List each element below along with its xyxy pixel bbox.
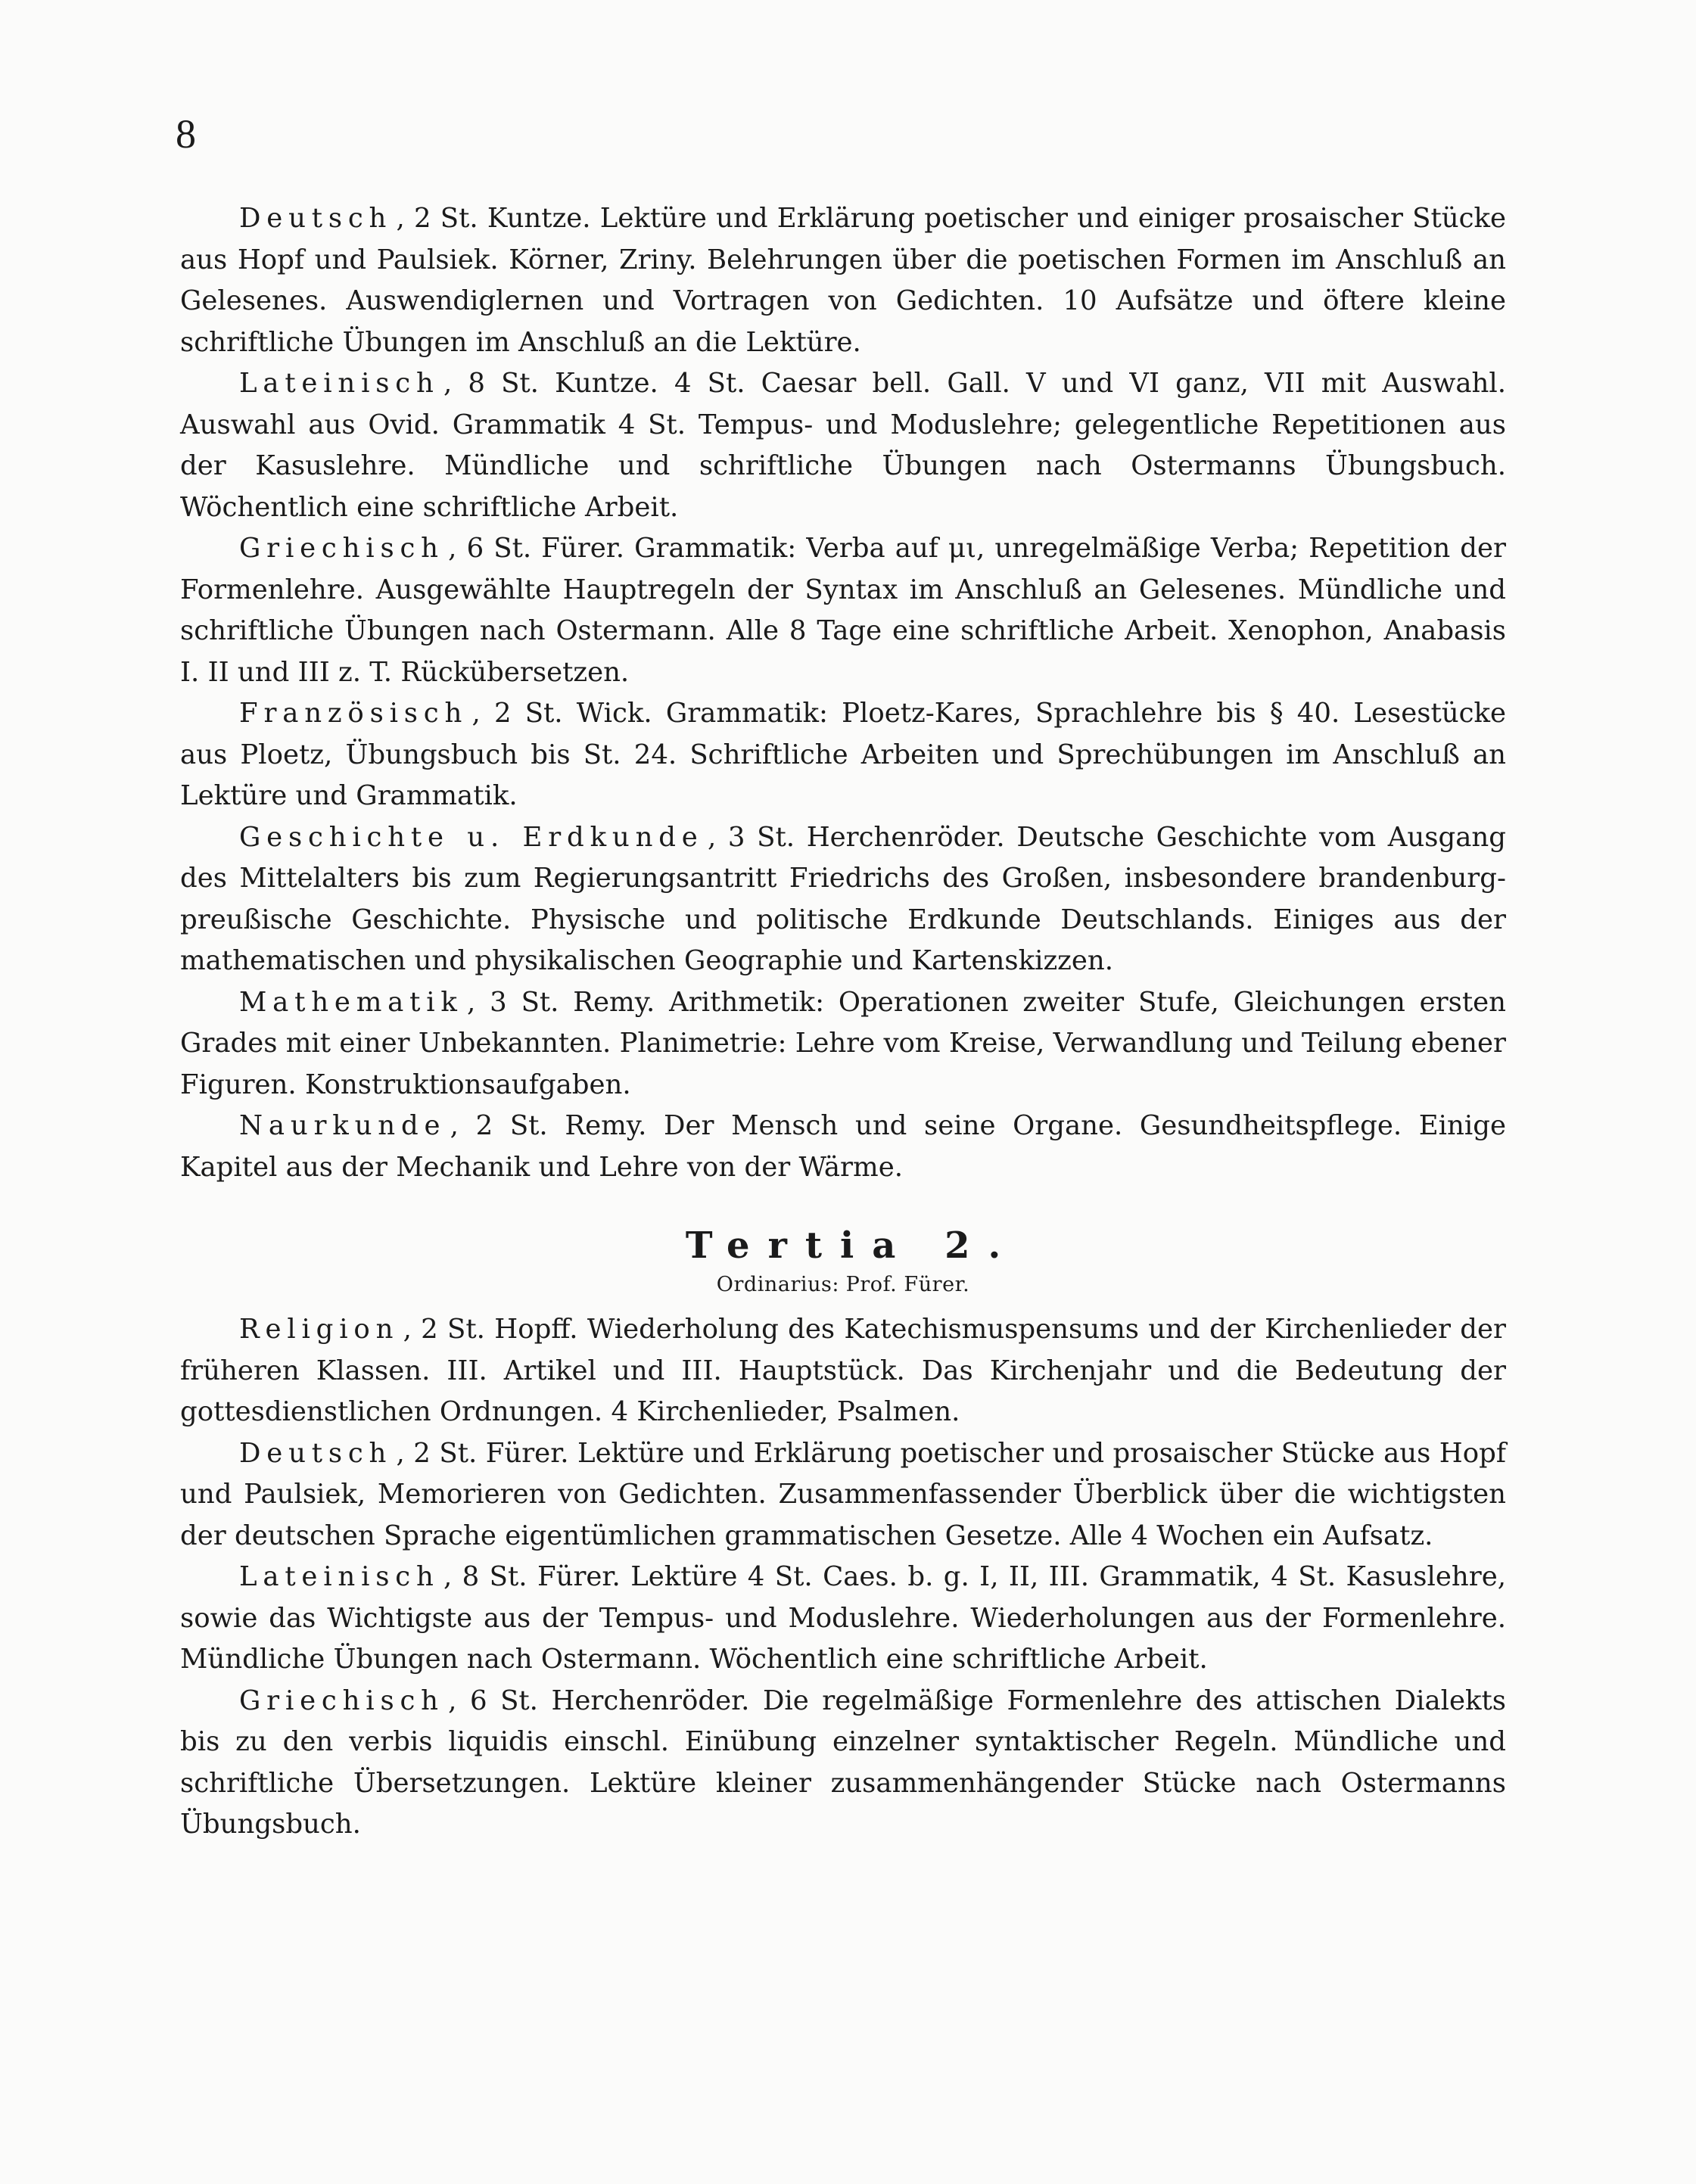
paragraph-deutsch	[180, 1433, 1506, 1557]
paragraph-naturkunde	[180, 1106, 1506, 1188]
section-heading: Tertia 2.	[685, 1224, 1019, 1267]
paragraph-griechisch	[180, 1681, 1506, 1846]
paragraph-text: , 2 St. Hopff. Wiederholung des Katechismuspensums und der Kirchenlieder der früheren Klassen. III. Artikel und III. Hauptstück. Das Kirchenjahr und die Bedeutung der gottesdienstlichen Ordnungen. 4 Kirchenlieder, Psalmen.	[180, 1314, 1506, 1427]
subject-label: Religion	[239, 1314, 400, 1345]
subject-label: Lateinisch	[239, 1561, 440, 1592]
subject-label: Griechisch	[239, 1685, 444, 1716]
paragraph-religion	[180, 1309, 1506, 1433]
paragraph-lateinisch	[180, 1557, 1506, 1681]
paragraph-text: , 3 St. Remy. Arithmetik: Operationen zweiter Stufe, Gleichungen ersten Grades mit einer Unbekannten. Planimetrie: Lehre vom Kreise, Verwandlung und Teilung ebener Figuren. Konstruktionsaufgaben.	[180, 986, 1506, 1100]
paragraph-mathematik	[180, 982, 1506, 1106]
ordinarius-name: Prof. Fürer.	[845, 1273, 970, 1296]
paragraph-geschichte	[180, 817, 1506, 982]
paragraph-text: , 3 St. Herchenröder. Deutsche Geschichte vom Ausgang des Mittelalters bis zum Regierungsantritt Friedrichs des Großen, insbesondere brandenburg-preußische Geschichte. Physische und politische Erdkunde Deutschlands. Einiges aus der mathematischen und physikalischen Geographie und Kartenskizzen.	[180, 821, 1506, 976]
paragraph-text: , 2 St. Fürer. Lektüre und Erklärung poetischer und prosaischer Stücke aus Hopf und Paulsiek, Memorieren von Gedichten. Zusammenfassender Überblick über die wichtigsten der deutschen Sprache eigentümlichen grammatischen Gesetze. Alle 4 Wochen ein Aufsatz.	[180, 1437, 1506, 1551]
paragraph-deutsch	[180, 198, 1506, 363]
paragraph-text: , 2 St. Wick. Grammatik: Ploetz-Kares, Sprachlehre bis § 40. Lesestücke aus Ploetz, Übungsbuch bis St. 24. Schriftliche Arbeiten und Sprechübungen im Anschluß an Lektüre und Grammatik.	[180, 698, 1506, 811]
subject-label: Mathematik	[239, 986, 463, 1018]
subject-label: Geschichte u. Erdkunde	[239, 821, 704, 853]
paragraph-text: , 6 St. Herchenröder. Die regelmäßige Formenlehre des attischen Dialekts bis zu den verbis liquidis einschl. Einübung einzelner syntaktischer Regeln. Mündliche und schriftliche Übersetzungen. Lektüre kleiner zusammenhängender Stücke nach Ostermanns Übungsbuch.	[180, 1685, 1506, 1840]
paragraph-text: , 2 St. Remy. Der Mensch und seine Organe. Gesundheitspflege. Einige Kapitel aus der Mechanik und Lehre von der Wärme.	[180, 1110, 1506, 1183]
subject-label: Französisch	[239, 698, 468, 729]
paragraph-text: , 6 St. Fürer. Grammatik: Verba auf μι, unregelmäßige Verba; Repetition der Formenlehre. Ausgewählte Hauptregeln der Syntax im Anschluß an Gelesenes. Mündliche und schriftliche Übungen nach Ostermann. Alle 8 Tage eine schriftliche Arbeit. Xenophon, Anabasis I. II und III z. T. Rückübersetzen.	[180, 533, 1506, 688]
paragraph-griechisch	[180, 528, 1506, 693]
subject-label: Deutsch	[239, 1437, 393, 1469]
paragraph-franzoesisch	[180, 693, 1506, 817]
paragraph-text: , 8 St. Fürer. Lektüre 4 St. Caes. b. g. I, II, III. Grammatik, 4 St. Kasuslehre, sowie das Wichtigste aus der Tempus- und Moduslehre. Wiederholungen aus der Formenlehre. Mündliche Übungen nach Ostermann. Wöchentlich eine schriftliche Arbeit.	[180, 1561, 1506, 1675]
paragraph-text: , 2 St. Kuntze. Lektüre und Erklärung poetischer und einiger prosaischer Stücke aus Hopf und Paulsiek. Körner, Zriny. Belehrungen über die poetischen Formen im Anschluß an Gelesenes. Auswendiglernen und Vortragen von Gedichten. 10 Aufsätze und öftere kleine schriftliche Übungen im Anschluß an die Lektüre.	[180, 203, 1506, 358]
subject-label: Griechisch	[239, 533, 444, 564]
subject-label: Deutsch	[239, 203, 393, 234]
subject-label: Lateinisch	[239, 368, 440, 399]
paragraph-text: , 8 St. Kuntze. 4 St. Caesar bell. Gall. V und VI ganz, VII mit Auswahl. Auswahl aus Ovid. Grammatik 4 St. Tempus- und Moduslehre; gelegentliche Repetitionen aus der Kasuslehre. Mündliche und schriftliche Übungen nach Ostermanns Übungsbuch. Wöchentlich eine schriftliche Arbeit.	[180, 368, 1506, 523]
ordinarius-line	[180, 1268, 1506, 1302]
ordinarius-label: Ordinarius:	[716, 1273, 840, 1296]
paragraph-lateinisch	[180, 363, 1506, 528]
text-column	[180, 198, 1506, 1846]
page-number: 8	[176, 111, 196, 157]
subject-label: Naurkunde	[239, 1110, 447, 1141]
